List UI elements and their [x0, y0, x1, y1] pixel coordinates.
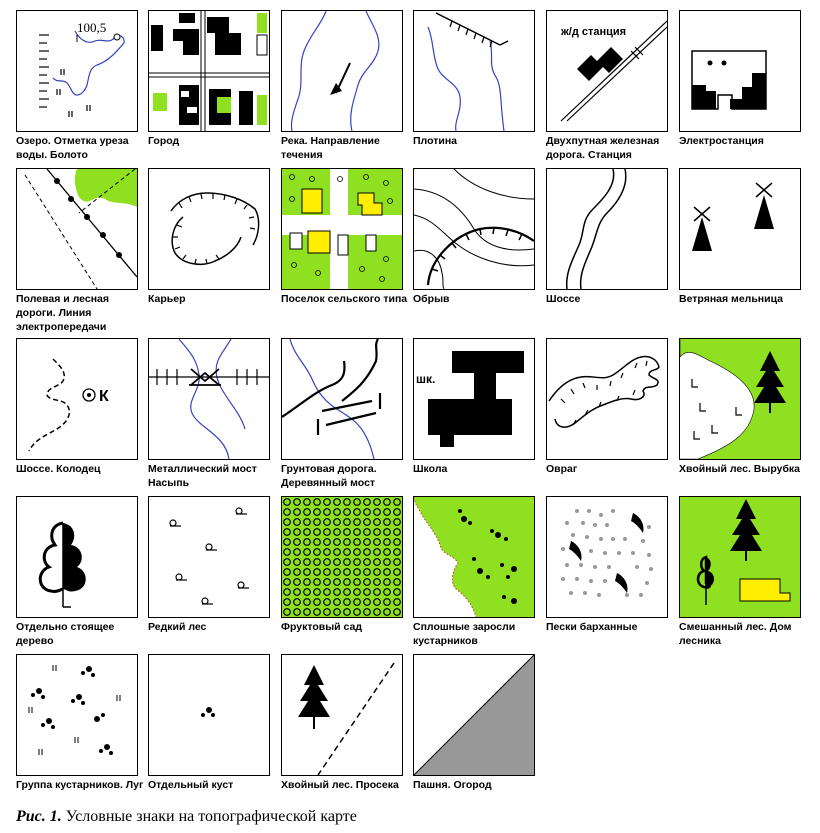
- elevation-mark: 100,5: [77, 20, 107, 35]
- symbol-orchard-box: [281, 496, 403, 618]
- symbol-city-box: [148, 10, 270, 132]
- symbol-school-box: [413, 338, 535, 460]
- figure-caption: [16, 808, 357, 826]
- single-tree-icon: [17, 497, 137, 617]
- symbol-label: Ветряная мельница: [679, 293, 784, 305]
- arable-land-icon: [414, 655, 534, 775]
- single-shrub-icon: [149, 655, 269, 775]
- symbol-label: Карьер: [148, 293, 186, 305]
- symbol-label: Шоссе. Колодец: [16, 463, 101, 475]
- caption-prefix: Рис. 1.: [16, 808, 62, 825]
- railway-station-icon: [547, 11, 667, 131]
- symbol-shrubs-box: [413, 496, 535, 618]
- highway-icon: [547, 169, 667, 289]
- symbol-label: Сплошные заросли кустарников: [413, 621, 516, 647]
- symbol-label: Хвойный лес. Просека: [281, 779, 399, 791]
- station-label: ж/д станция: [561, 26, 627, 38]
- symbol-label: Группа кустарников. Луг: [16, 779, 144, 791]
- city-icon: [149, 11, 269, 131]
- symbol-label: Плотина: [413, 135, 458, 147]
- powerline-icon: [17, 169, 137, 289]
- river-flow-icon: [282, 11, 402, 131]
- dam-icon: [414, 11, 534, 131]
- well-icon: [17, 339, 137, 459]
- symbol-label: Электростанция: [679, 135, 764, 147]
- symbol-label: Река. Направление течения: [281, 135, 380, 161]
- windmill-icon: [680, 169, 800, 289]
- ravine-icon: [547, 339, 667, 459]
- symbol-sand-dunes-box: [546, 496, 668, 618]
- metal-bridge-icon: [149, 339, 269, 459]
- power-station-icon: [680, 11, 800, 131]
- mixed-forest-icon: [680, 497, 800, 617]
- symbol-label: Хвойный лес. Вырубка: [679, 463, 801, 475]
- shrub-group-meadow-icon: [17, 655, 137, 775]
- symbol-dirt-road-box: [281, 338, 403, 460]
- symbol-label: Город: [148, 135, 180, 147]
- shrub-thicket-icon: [414, 497, 534, 617]
- symbol-highway-box: [546, 168, 668, 290]
- symbol-single-shrub-box: [148, 654, 270, 776]
- symbol-conifer-clearing-box: [679, 338, 801, 460]
- symbol-river-box: [281, 10, 403, 132]
- sand-dunes-icon: [547, 497, 667, 617]
- symbol-cliff-box: [413, 168, 535, 290]
- symbol-label: Обрыв: [413, 293, 450, 305]
- symbol-quarry-box: [148, 168, 270, 290]
- symbol-label: Шоссе: [546, 293, 581, 305]
- symbol-metal-bridge-box: [148, 338, 270, 460]
- lake-swamp-icon: [17, 11, 137, 131]
- caption-text: Условные знаки на топографической карте: [65, 808, 357, 825]
- symbol-lake-box: [16, 10, 138, 132]
- symbol-mixed-forest-box: [679, 496, 801, 618]
- symbol-dam-box: [413, 10, 535, 132]
- quarry-icon: [149, 169, 269, 289]
- symbol-label: Редкий лес: [148, 621, 207, 633]
- symbol-roads-powerline-box: [16, 168, 138, 290]
- symbol-arable-box: [413, 654, 535, 776]
- symbol-label: Грунтовая дорога. Деревянный мост: [281, 463, 377, 489]
- symbol-ravine-box: [546, 338, 668, 460]
- symbol-railway-box: [546, 10, 668, 132]
- symbol-power-station-box: [679, 10, 801, 132]
- conifer-forest-icon: [680, 339, 800, 459]
- symbol-label: Смешанный лес. Дом лесника: [679, 621, 792, 647]
- school-abbr: шк.: [416, 372, 436, 386]
- symbol-label: Поселок сельского типа: [281, 293, 408, 305]
- symbol-village-box: [281, 168, 403, 290]
- forest-cutline-icon: [282, 655, 402, 775]
- symbol-single-tree-box: [16, 496, 138, 618]
- symbol-label: Пашня. Огород: [413, 779, 492, 791]
- symbol-label: Двухпутная железная дорога. Станция: [546, 135, 660, 161]
- sparse-forest-icon: [149, 497, 269, 617]
- symbol-label: Фруктовый сад: [281, 621, 363, 633]
- symbol-forest-cut-box: [281, 654, 403, 776]
- symbol-label: Полевая и лесная дороги. Линия электропередачи: [16, 293, 110, 333]
- symbol-shrub-group-box: [16, 654, 138, 776]
- school-icon: [414, 339, 534, 459]
- well-letter: К: [99, 388, 109, 405]
- symbol-label: Озеро. Отметка уреза воды. Болото: [16, 135, 129, 161]
- symbol-road-well-box: [16, 338, 138, 460]
- symbol-label: Школа: [413, 463, 448, 475]
- symbol-label: Отдельный куст: [148, 779, 234, 791]
- cliff-icon: [414, 169, 534, 289]
- symbol-windmill-box: [679, 168, 801, 290]
- wooden-bridge-icon: [282, 339, 402, 459]
- symbol-label: Овраг: [546, 463, 578, 475]
- symbol-label: Отдельно стоящее дерево: [16, 621, 115, 647]
- orchard-icon: [282, 497, 402, 617]
- symbol-sparse-forest-box: [148, 496, 270, 618]
- symbol-label: Пески барханные: [546, 621, 638, 633]
- village-icon: [282, 169, 402, 289]
- symbol-label: Металлический мост Насыпь: [148, 463, 257, 489]
